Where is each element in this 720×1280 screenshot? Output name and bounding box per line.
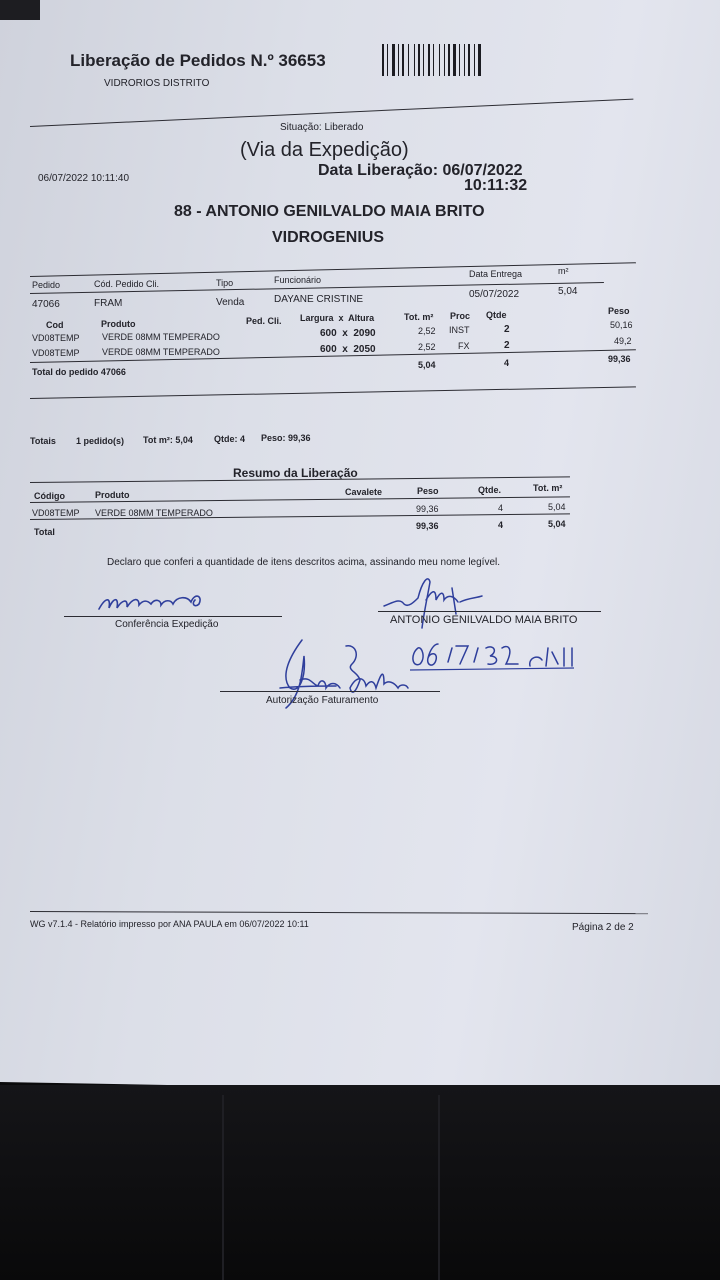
handwritten-date-time	[408, 640, 578, 674]
summary-col-produto: Produto	[95, 490, 130, 500]
summary-col-tot: Tot. m²	[533, 483, 563, 493]
col-m2: m²	[558, 266, 569, 276]
order-total-label: Total do pedido 47066	[32, 367, 126, 377]
item-row-2-tot: 2,52	[418, 342, 436, 352]
store-subtitle: VIDRORIOS DISTRITO	[104, 78, 210, 89]
order-delivery-date: 05/07/2022	[469, 289, 520, 300]
totals-peso: Peso: 99,36	[261, 433, 311, 443]
photo-background-bottom	[0, 1085, 720, 1280]
item-row-1-produto: VERDE 08MM TEMPERADO	[102, 332, 220, 342]
item-row-2-qtde: 2	[504, 340, 510, 351]
item-col-qtde: Qtde	[486, 310, 507, 320]
summary-row-qtde: 4	[498, 503, 504, 513]
item-row-2-produto: VERDE 08MM TEMPERADO	[102, 347, 220, 357]
item-row-1-dims: 600 x 2090	[320, 328, 376, 339]
col-tipo: Tipo	[216, 278, 234, 288]
order-employee: DAYANE CRISTINE	[274, 294, 364, 305]
summary-row-codigo: VD08TEMP	[32, 508, 80, 518]
handwritten-conferencia-signature	[95, 588, 215, 614]
col-pedido: Pedido	[32, 280, 61, 290]
summary-row-peso: 99,36	[416, 504, 439, 514]
footer-print-info: WG v7.1.4 - Relatório impresso por ANA PAULA em 06/07/2022 10:11	[30, 919, 309, 929]
col-data-entrega: Data Entrega	[469, 269, 523, 279]
summary-total-label: Total	[34, 527, 55, 537]
document-title: Liberação de Pedidos N.º 36653	[70, 51, 326, 70]
order-total-m2: 5,04	[418, 360, 436, 370]
client-signature-name: ANTONIO GENILVALDO MAIA BRITO	[390, 614, 578, 626]
release-time: 10:11:32	[464, 177, 528, 194]
item-col-peso: Peso	[608, 306, 630, 316]
col-funcionario: Funcionário	[274, 275, 322, 285]
release-date: Data Liberação: 06/07/2022	[318, 162, 523, 179]
totals-m2: Tot m²: 5,04	[143, 435, 193, 445]
item-row-1-peso: 50,16	[610, 320, 633, 330]
summary-total-peso: 99,36	[416, 521, 439, 531]
summary-row-tot: 5,04	[548, 502, 566, 512]
totals-qtde: Qtde: 4	[214, 434, 246, 444]
via-label: (Via da Expedição)	[240, 139, 409, 161]
totals-label: Totais	[30, 436, 56, 446]
client-name: 88 - ANTONIO GENILVALDO MAIA BRITO	[174, 203, 485, 220]
client-signature-line	[378, 611, 601, 612]
item-col-cod: Cod	[46, 320, 64, 330]
item-row-2-peso: 49,2	[614, 336, 632, 346]
printed-timestamp: 06/07/2022 10:11:40	[38, 173, 130, 184]
barcode	[380, 42, 492, 78]
item-col-tot: Tot. m²	[404, 312, 434, 322]
conferencia-signature-line	[64, 616, 282, 617]
order-total-qtde: 4	[504, 358, 510, 368]
item-row-1-cod: VD08TEMP	[32, 333, 80, 343]
page-number: Página 2 de 2	[572, 922, 634, 933]
summary-col-qtde: Qtde.	[478, 485, 502, 495]
summary-title: Resumo da Liberação	[233, 466, 358, 480]
autorizacao-label: Autorização Faturamento	[266, 695, 379, 706]
item-row-1-qtde: 2	[504, 324, 510, 335]
item-col-pedcli: Ped. Cli.	[246, 316, 282, 326]
summary-col-cavalete: Cavalete	[345, 487, 383, 497]
autorizacao-signature-line	[220, 691, 440, 692]
declaration-text: Declaro que conferi a quantidade de itens descritos acima, assinando meu nome legível.	[107, 557, 501, 568]
summary-total-tot: 5,04	[548, 519, 566, 529]
item-row-1-proc: INST	[449, 325, 470, 335]
item-col-proc: Proc	[450, 311, 471, 321]
background-seam	[222, 1095, 224, 1280]
item-row-1-tot: 2,52	[418, 326, 436, 336]
order-total-peso: 99,36	[608, 354, 631, 364]
company-name: VIDROGENIUS	[272, 229, 385, 246]
order-client-code: FRAM	[94, 298, 123, 309]
col-cod-pedido: Cód. Pedido Cli.	[94, 279, 160, 289]
item-row-2-dims: 600 x 2050	[320, 344, 376, 355]
order-number: 47066	[32, 299, 60, 310]
summary-row-produto: VERDE 08MM TEMPERADO	[95, 508, 213, 518]
background-seam	[438, 1095, 440, 1280]
item-row-2-proc: FX	[458, 341, 470, 351]
status-text: Situação: Liberado	[280, 122, 364, 133]
conferencia-label: Conferência Expedição	[115, 619, 219, 630]
item-row-2-cod: VD08TEMP	[32, 348, 80, 358]
order-type: Venda	[216, 297, 245, 308]
totals-pedidos: 1 pedido(s)	[76, 436, 125, 446]
summary-col-peso: Peso	[417, 486, 439, 496]
item-col-produto: Produto	[101, 319, 136, 329]
order-m2: 5,04	[558, 286, 578, 297]
summary-col-codigo: Código	[34, 491, 65, 501]
summary-total-qtde: 4	[498, 520, 504, 530]
item-col-dims: Largura x Altura	[300, 313, 375, 323]
